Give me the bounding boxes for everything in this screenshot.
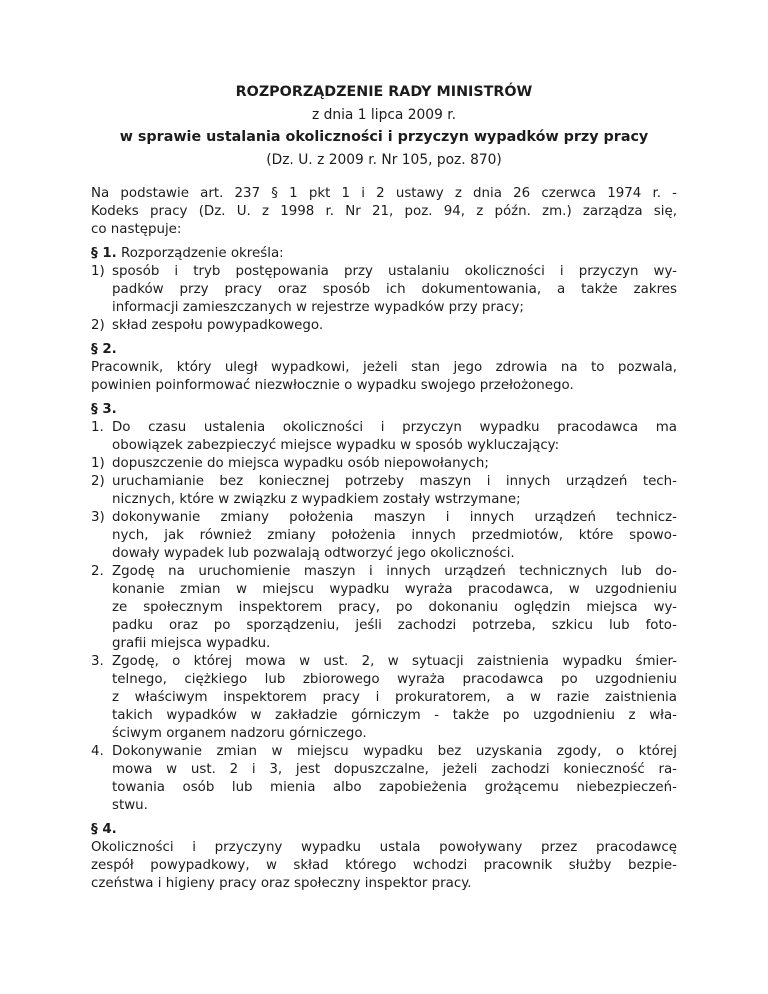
text-line: skład zespołu powypadkowego. (112, 318, 324, 333)
list-item (91, 473, 677, 509)
text-line: ściwym organem nadzoru górniczego. (112, 726, 367, 741)
list-item-marker: 4. (91, 744, 104, 759)
text-line: uruchamianie bez koniecznej potrzeby maszyn i innych urządzeń tech- (112, 474, 677, 489)
list-item-marker: 2) (91, 474, 105, 489)
document-subject-line: w sprawie ustalania okoliczności i przyczyn wypadków przy pracy (119, 129, 649, 145)
list-item-marker: 3) (91, 510, 105, 525)
list-item-marker: 2. (91, 564, 104, 579)
text-line: ze społecznym inspektorem pracy, po dokonaniu oględzin miejsca wy- (112, 600, 677, 615)
list-item (91, 263, 677, 317)
text-line: konanie zmian w miejscu wypadku wyraża pracodawca, w uzgodnieniu (112, 582, 677, 597)
list-item-marker: 1) (91, 456, 105, 471)
section-heading-text: Rozporządzenie określa: (116, 246, 284, 261)
paragraph (91, 185, 677, 239)
text-line: dokonywanie zmiany położenia maszyn i innych urządzeń technicz- (112, 510, 677, 525)
text-line: Kodeks pracy (Dz. U. z 1998 r. Nr 21, poz. 94, z późn. zm.) zarządza się, (91, 204, 677, 219)
text-line: co następuje: (91, 222, 182, 237)
text-line: Pracownik, który uległ wypadkowi, jeżeli stan jego zdrowia na to pozwala, (91, 360, 677, 375)
text-line: Okoliczności i przyczyny wypadku ustala powoływany przez pracodawcę (91, 840, 677, 855)
text-line: Na podstawie art. 237 § 1 pkt 1 i 2 ustawy z dnia 26 czerwca 1974 r. - (91, 186, 677, 201)
text-line: sposób i tryb postępowania przy ustalaniu okoliczności i przyczyn wy- (112, 264, 677, 279)
list-item-marker: 1) (91, 264, 105, 279)
text-line: obowiązek zabezpieczyć miejsce wypadku w sposób wykluczający: (112, 438, 560, 453)
text-line: Zgodę, o której mowa w ust. 2, w sytuacji zaistnienia wypadku śmier- (112, 654, 677, 669)
paragraph (91, 839, 677, 893)
text-line: czeństwa i higieny pracy oraz społeczny inspektor pracy. (91, 876, 472, 891)
list-item (91, 563, 677, 653)
text-line: nych, jak również zmiany położenia innych przedmiotów, które spowo- (112, 528, 677, 543)
document-date-line: z dnia 1 lipca 2009 r. (311, 106, 457, 123)
list-item-marker: 3. (91, 654, 104, 669)
text-line: Do czasu ustalenia okoliczności i przyczyn wypadku pracodawca ma (112, 420, 677, 435)
list-item (91, 653, 677, 743)
text-line: nicznych, które w związku z wypadkiem zostały wstrzymane; (112, 492, 521, 507)
text-line: informacji zamieszczanych w rejestrze wypadków przy pracy; (112, 300, 524, 315)
section-heading: § 4. (91, 822, 117, 837)
inline-section-heading (91, 245, 677, 263)
text-line: towania osób lub mienia albo zapobieżenia grożącemu niebezpieczeń- (112, 780, 677, 795)
text-line: Zgodę na uruchomienie maszyn i innych urządzeń technicznych lub do- (112, 564, 677, 579)
list-item-marker: 2) (91, 318, 105, 333)
text-line: dowały wypadek lub pozwalają odtworzyć jego okoliczności. (112, 546, 515, 561)
text-line: grafii miejsca wypadku. (112, 636, 271, 651)
paragraph (91, 359, 677, 395)
list-item (91, 317, 677, 335)
list-item (91, 455, 677, 473)
regulation-document (91, 81, 677, 893)
section-heading: § 3. (91, 402, 117, 417)
text-line: z właściwym inspektorem pracy i prokuratorem, a w razie zaistnienia (112, 690, 677, 705)
text-line: powinien poinformować niezwłocznie o wypadku swojego przełożonego. (91, 378, 574, 393)
text-line: mowa w ust. 2 i 3, jest dopuszczalne, jeżeli zachodzi konieczność ra- (112, 762, 677, 777)
text-line: zespół powypadkowy, w skład którego wchodzi pracownik służby bezpie- (91, 858, 677, 873)
section-heading: § 2. (91, 342, 117, 357)
list-item-marker: 1. (91, 420, 104, 435)
document-journal-reference: (Dz. U. z 2009 r. Nr 105, poz. 870) (266, 151, 502, 168)
list-item (91, 419, 677, 455)
document-body (91, 185, 677, 893)
text-line: telnego, ciężkiego lub zbiorowego wyraża pracodawca po uzgodnieniu (112, 672, 677, 687)
text-line: takich wypadków w zakładzie górniczym - także po uzgodnieniu z wła- (112, 708, 677, 723)
text-line: dopuszczenie do miejsca wypadku osób niepowołanych; (112, 456, 489, 471)
text-line: stwu. (112, 798, 148, 813)
section-number: § 1. (91, 246, 117, 261)
text-line: padku oraz po sporządzeniu, jeśli zachodzi potrzeba, szkicu lub foto- (112, 618, 677, 633)
list-item (91, 509, 677, 563)
list-item (91, 743, 677, 815)
document-title: ROZPORZĄDZENIE RADY MINISTRÓW (235, 84, 533, 100)
text-line: padków przy pracy oraz sposób ich dokumentowania, a także zakres (112, 282, 677, 297)
document-header (91, 81, 677, 171)
text-line: Dokonywanie zmian w miejscu wypadku bez uzyskania zgody, o której (112, 744, 677, 759)
